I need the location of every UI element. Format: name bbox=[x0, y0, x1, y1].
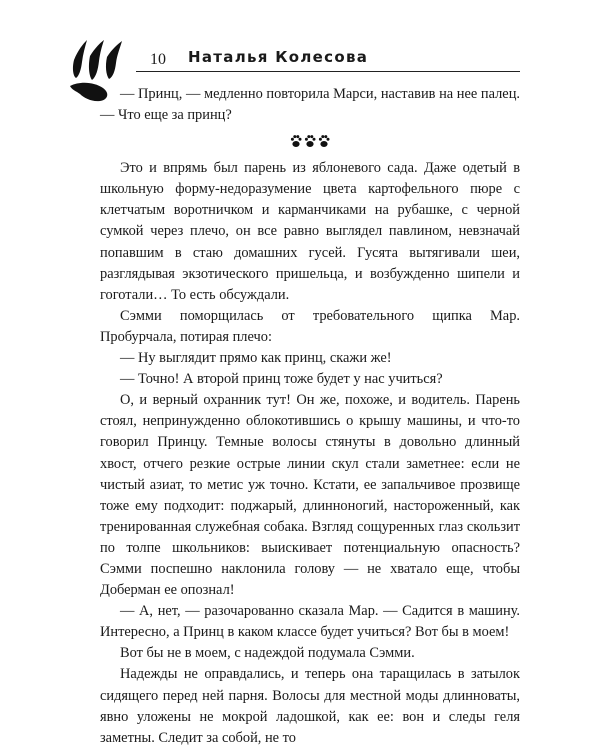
dialogue-line: — Точно! А второй принц тоже будет у нас учиться? bbox=[120, 371, 443, 388]
paragraph: Сэмми поморщилась от требовательного щипка Мар. Пробурчала, потирая плечо: bbox=[100, 307, 520, 345]
body-text bbox=[100, 84, 520, 749]
paragraph: — Принц, — медленно повторила Марси, наставив на нее палец. — Что еще за принц? bbox=[100, 86, 520, 124]
paragraph: О, и верный охранник тут! Он же, похоже, и водитель. Парень стоял, непринужденно облокотившись о крышу машины, и что-то говорил Принцу. Темные волосы стянуты в довольно длинный хвост, отчего резкие острые линии скул стали заметнее: если не чистый азиат, то метис уж точно. Кстати, ее запальчивое прозвище тоже ему подходит: поджарый, длинноногий, настороженный, как тренированная служебная собака. Взгляд сощуренных глаз скользит по толпе школьников: выискивает потенциальную опасность? Сэмми поспешно наклонила голову — не хватало еще, чтобы Доберман ее опознал! bbox=[100, 392, 520, 599]
paragraph: Вот бы не в моем, с надеждой подумала Сэмми. bbox=[120, 645, 415, 662]
paragraph: Надежды не оправдались, и теперь она таращилась в затылок сидящего перед ней парня. Волосы для местной моды длинноваты, явно уложены не мокрой ладошкой, как ее: вон и следы геля заметны. Следит за собой, не то bbox=[100, 666, 520, 746]
dialogue-line: — Ну выглядит прямо как принц, скажи же! bbox=[120, 350, 392, 367]
dialogue-line: — А, нет, — разочарованно сказала Мар. — Садится в машину. Интересно, а Принц в каком классе будет учиться? Вот бы в моем! bbox=[100, 603, 520, 641]
paragraph: Это и впрямь был парень из яблоневого сада. Даже одетый в школьную форму-недоразумение цвета картофельного пюре с клетчатым воротничком и карманчиками на рубашке, с черной сумкой через плечо, он все равно выглядел павлином, невзначай попавшим в стаю домашних гусей. Гусята вытягивали шеи, разглядывая экзотического пришельца, и возбужденно шипели и гоготали… То есть обсуждали. bbox=[100, 160, 520, 303]
paw-prints-icon bbox=[290, 134, 330, 148]
header-rule bbox=[136, 71, 520, 72]
running-head-author: Наталья Колесова bbox=[188, 48, 369, 66]
page-number: 10 bbox=[150, 51, 166, 68]
section-separator bbox=[100, 130, 520, 154]
